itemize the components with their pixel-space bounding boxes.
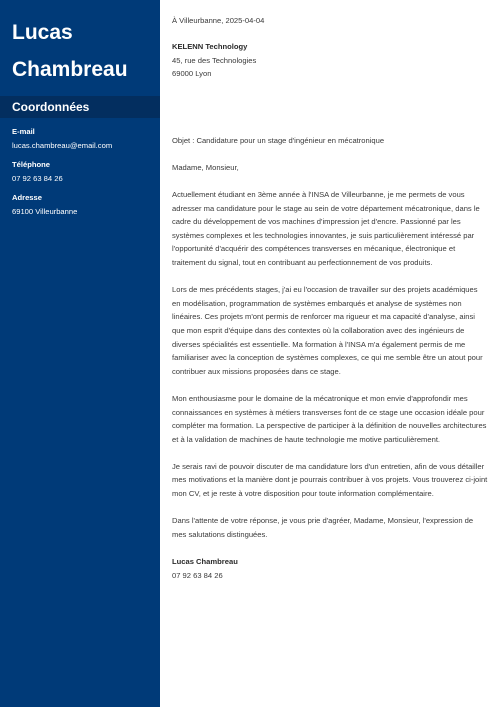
paragraph: Mon enthousiasme pour le domaine de la mécatronique et mon envie d'approfondir mes connaissances en systèmes à métiers transverses font de ce stage une occasion idéale pour compléter ma formation. La perspective de participer à la définition de nouvelles architectures et à la validation de machines de haute technologie me motive particulièrement.	[172, 393, 487, 444]
recipient-street: 45, rue des Technologies	[172, 55, 257, 65]
contact-address	[12, 193, 77, 217]
contact-email-label: E-mail	[12, 127, 35, 136]
contact-email	[12, 127, 112, 151]
paragraph: Lors de mes précédents stages, j'ai eu l'occasion de travailler sur des projets académiques en modélisation, programmation de systèmes embarqués et analyse de systèmes non linéaires. Ces projets m'ont permis de renforcer ma rigueur et ma capacité d'analyse, ainsi que mon esprit d'équipe dans des contextes où la collaboration avec des ingénieurs de diverses spécialités est essentielle. Ma formation à l'INSA m'a également permis de me familiariser avec la conception de systèmes complexes, ce qui me semble être un atout pour contribuer aux missions proposées dans ce stage.	[172, 285, 483, 376]
letter-paragraphs	[172, 188, 488, 582]
applicant-name	[0, 0, 160, 88]
signature-name: Lucas Chambreau	[172, 557, 238, 567]
sidebar	[0, 0, 160, 707]
last-name: Chambreau	[12, 58, 128, 81]
signature	[172, 555, 488, 582]
letter-greeting: Madame, Monsieur,	[172, 163, 239, 172]
contact-address-label: Adresse	[12, 193, 42, 202]
recipient-company: KELENN Technology	[172, 42, 248, 51]
recipient-block	[172, 40, 256, 81]
paragraph: Actuellement étudiant en 3ème année à l'INSA de Villeurbanne, je me permets de vous adresser ma candidature pour le stage au sein de votre département mécatronique, dans le cadre du développement de vos machines d'impression jet d'encre. Passionné par les systèmes complexes et les technologies innovantes, je suis particulièrement intéressé par l'opportunité d'acquérir des compétences transverses en mécanique, électronique et traitement du signal, tout en contribuant au perfectionnement de vos produits.	[172, 190, 480, 267]
paragraph: Je serais ravi de pouvoir discuter de ma candidature lors d'un entretien, afin de vous détailler mes motivations et la manière dont je pourrais contribuer à vos projets. Vous trouverez ci-joint mon CV, et je reste à votre disposition pour toute information complémentaire.	[172, 461, 488, 499]
contact-section-title: Coordonnées	[0, 96, 160, 118]
contact-address-value: 69100 Villeurbanne	[12, 207, 78, 216]
contact-email-value[interactable]: lucas.chambreau@email.com	[12, 141, 113, 150]
recipient-city: 69000 Lyon	[172, 69, 212, 79]
contact-phone-label: Téléphone	[12, 160, 50, 169]
contact-phone	[12, 160, 63, 184]
letter-subject: Objet : Candidature pour un stage d'ingénieur en mécatronique	[172, 136, 385, 145]
contact-phone-value: 07 92 63 84 26	[12, 174, 63, 183]
signature-phone: 07 92 63 84 26	[172, 570, 223, 580]
paragraph: Dans l'attente de votre réponse, je vous prie d'agréer, Madame, Monsieur, l'expression de mes salutations distinguées.	[172, 516, 474, 539]
first-name: Lucas	[12, 21, 73, 44]
place-date: À Villeurbanne, 2025-04-04	[172, 16, 265, 25]
